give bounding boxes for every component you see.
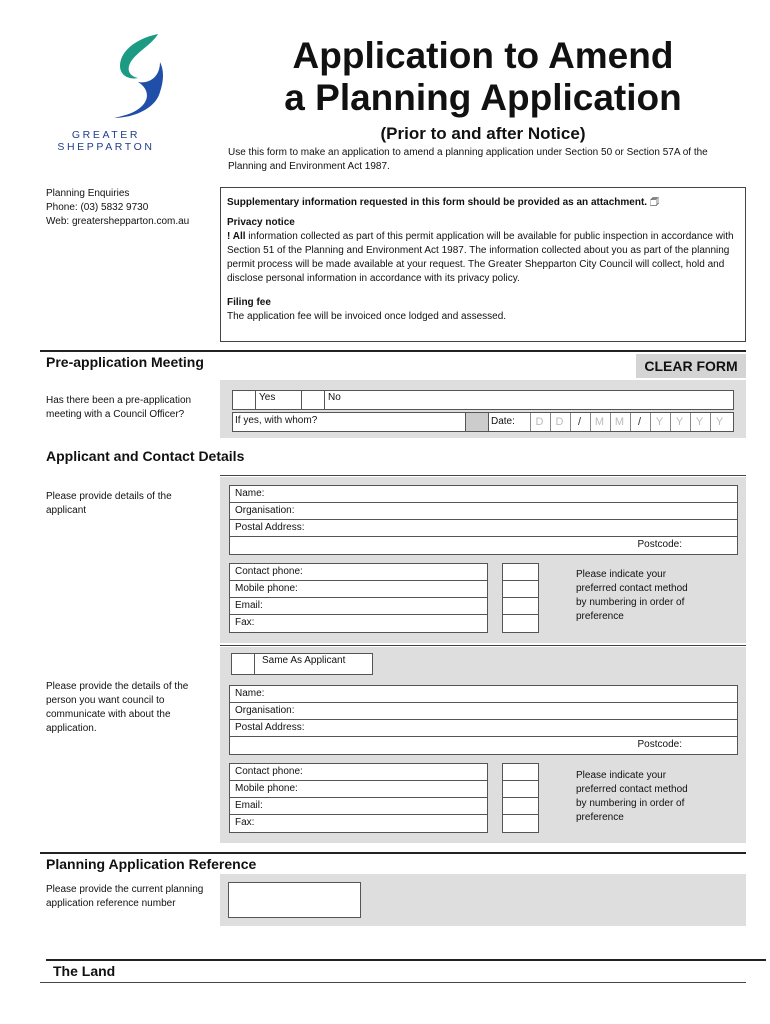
date-label: Date: [491, 416, 515, 427]
pre-application-title: Pre-application Meeting [46, 354, 204, 370]
pre-application-question: Has there been a pre-application meeting with a Council Officer? [46, 395, 192, 420]
intro-text: Use this form to make an application to amend a planning application under Section 50 or Section 57A of the Planning and Environment Act 1987. [228, 147, 708, 172]
same-as-applicant-checkbox[interactable] [231, 653, 255, 675]
date-cell[interactable]: M [590, 413, 608, 431]
reference-title: Planning Application Reference [46, 856, 257, 872]
page-subtitle: (Prior to and after Notice) [380, 124, 586, 143]
name-label: Name: [235, 488, 265, 499]
land-title: The Land [53, 963, 116, 979]
postcode-label: Postcode: [637, 739, 682, 750]
date-cell[interactable]: Y [650, 413, 668, 431]
attachment-icon: 🗇 [649, 197, 660, 208]
divider [220, 475, 746, 476]
preference-note: Please indicate your preferred contact method by numbering in order of preference [576, 770, 688, 823]
contact-contact-phone-field[interactable] [229, 763, 488, 781]
with-whom-label: If yes, with whom? [235, 415, 318, 426]
date-cell[interactable]: D [550, 413, 568, 431]
divider [40, 852, 746, 854]
contact-organisation-field[interactable] [229, 702, 738, 720]
mobile-phone-label: Mobile phone: [235, 783, 298, 794]
name-label: Name: [235, 688, 265, 699]
organisation-label: Organisation: [235, 705, 295, 716]
contact-fax-field[interactable] [229, 814, 488, 833]
contact-phone: Phone: (03) 5832 9730 [46, 202, 149, 213]
date-cell[interactable]: D [530, 413, 548, 431]
fax-label: Fax: [235, 817, 255, 828]
fee-heading: Filing fee [227, 297, 271, 308]
postal-address-label: Postal Address: [235, 522, 305, 533]
preference-box[interactable] [502, 597, 539, 615]
divider [40, 982, 746, 983]
title-line2: a Planning Application [284, 77, 682, 118]
applicant-mobile-field[interactable] [229, 580, 488, 598]
supplementary-note: Supplementary information requested in this form should be provided as an attachment. 🗇 [227, 197, 660, 208]
date-separator: / [630, 413, 648, 431]
date-cell[interactable]: Y [710, 413, 728, 431]
organisation-label: Organisation: [235, 505, 295, 516]
preference-box[interactable] [502, 580, 539, 598]
preference-box[interactable] [502, 780, 539, 798]
yes-checkbox[interactable] [232, 390, 256, 410]
divider [46, 959, 766, 961]
logo-text-line2: SHEPPARTON [57, 141, 155, 153]
reference-number-input[interactable] [228, 882, 361, 918]
contact-person-prompt: Please provide the details of the person you want council to communicate with about the application. [46, 681, 189, 734]
contact-postal-address-field[interactable] [229, 719, 738, 737]
applicant-organisation-field[interactable] [229, 502, 738, 520]
contact-line1: Planning Enquiries [46, 188, 130, 199]
title-line1: Application to Amend [292, 35, 674, 76]
applicant-postcode-field[interactable] [229, 536, 738, 555]
mobile-phone-label: Mobile phone: [235, 583, 298, 594]
date-cell[interactable]: Y [690, 413, 708, 431]
preference-box[interactable] [502, 814, 539, 833]
applicant-email-field[interactable] [229, 597, 488, 615]
no-checkbox[interactable] [301, 390, 325, 410]
contact-phone-label: Contact phone: [235, 566, 303, 577]
contact-phone-label: Contact phone: [235, 766, 303, 777]
preference-box[interactable] [502, 763, 539, 781]
privacy-heading: Privacy notice [227, 217, 295, 228]
applicant-title: Applicant and Contact Details [46, 448, 245, 464]
applicant-fax-field[interactable] [229, 614, 488, 633]
email-label: Email: [235, 800, 263, 811]
no-label: No [328, 392, 341, 403]
contact-mobile-field[interactable] [229, 780, 488, 798]
clear-form-button[interactable]: CLEAR FORM [636, 354, 746, 378]
reference-prompt: Please provide the current planning application reference number [46, 884, 204, 909]
date-cell[interactable]: Y [670, 413, 688, 431]
postal-address-label: Postal Address: [235, 722, 305, 733]
contact-name-field[interactable] [229, 685, 738, 703]
logo-text-line1: GREATER [71, 129, 141, 141]
postcode-label: Postcode: [637, 539, 682, 550]
info-box [220, 187, 746, 342]
contact-postcode-field[interactable] [229, 736, 738, 755]
page-title [228, 35, 738, 119]
preference-note: Please indicate your preferred contact method by numbering in order of preference [576, 569, 688, 622]
same-as-applicant-label: Same As Applicant [262, 655, 346, 666]
fee-text: The application fee will be invoiced once lodged and assessed. [227, 311, 507, 322]
privacy-text: ! All information collected as part of this permit application will be available for public inspection in accordance with Section 51 of the Planning and Environment Act 1987. The information collected about you as part of the planning permit process will be made available at your request. The Greater Shepparton City Council will collect, hold and disclose personal information in accordance with its privacy policy. [227, 231, 734, 284]
fax-label: Fax: [235, 617, 255, 628]
applicant-prompt: Please provide details of the applicant [46, 491, 172, 516]
contact-email-field[interactable] [229, 797, 488, 815]
council-logo [108, 32, 166, 120]
preference-box[interactable] [502, 797, 539, 815]
applicant-name-field[interactable] [229, 485, 738, 503]
date-cells [530, 413, 733, 431]
contact-info [46, 187, 226, 229]
contact-web: Web: greatershepparton.com.au [46, 216, 190, 227]
divider [40, 350, 746, 352]
preference-box[interactable] [502, 563, 539, 581]
applicant-contact-phone-field[interactable] [229, 563, 488, 581]
with-whom-input[interactable] [232, 412, 466, 432]
applicant-postal-address-field[interactable] [229, 519, 738, 537]
gap-cell [466, 412, 488, 432]
divider [220, 645, 746, 646]
date-separator: / [570, 413, 588, 431]
date-cell[interactable]: M [610, 413, 628, 431]
email-label: Email: [235, 600, 263, 611]
logo-swoosh-icon [108, 32, 166, 120]
logo-text [46, 129, 166, 153]
yes-label: Yes [259, 392, 276, 403]
preference-box[interactable] [502, 614, 539, 633]
